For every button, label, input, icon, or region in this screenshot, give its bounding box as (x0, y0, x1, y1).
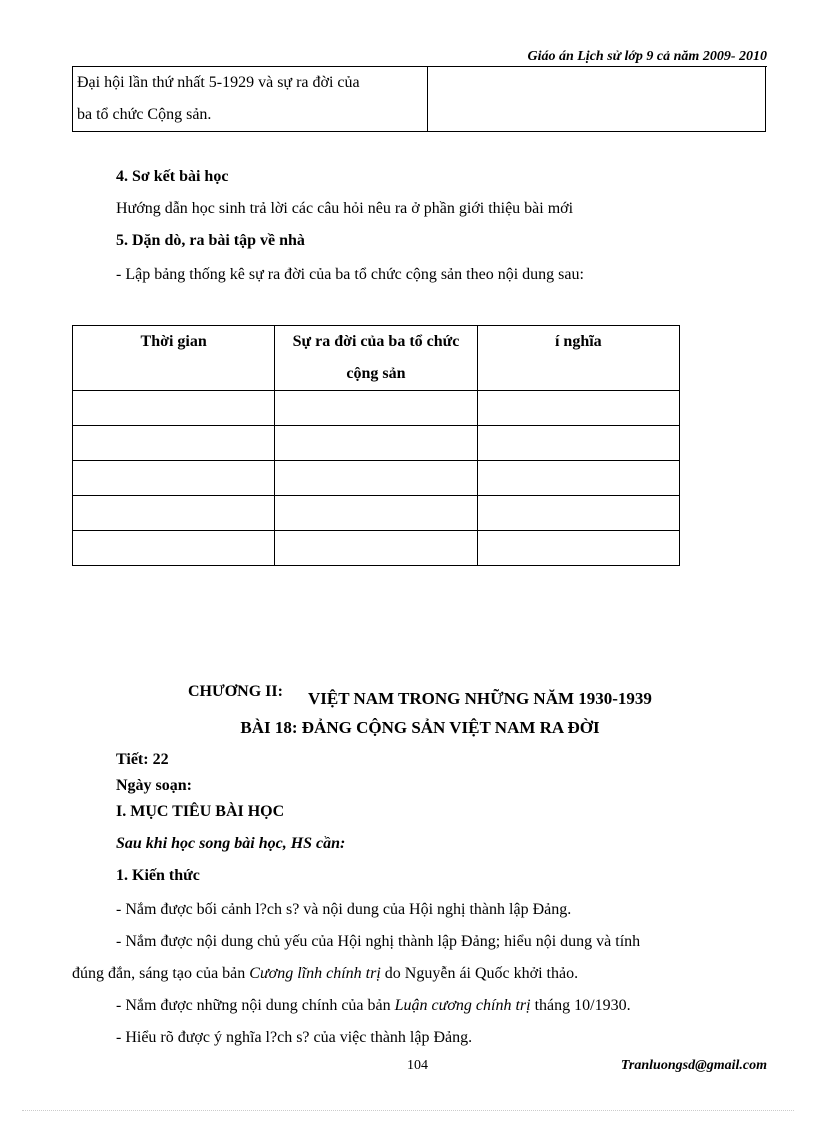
objective-item: - Nắm được bối cảnh l?ch s? và nội dung của Hội nghị thành lập Đảng. (116, 901, 572, 918)
col-header-formation: Sự ra đời của ba tổ chức cộng sản (275, 326, 477, 391)
table-row (73, 391, 680, 426)
section5-text: - Lập bảng thống kê sự ra đời của ba tổ chức cộng sản theo nội dung sau: (116, 266, 584, 283)
table-cell[interactable] (477, 531, 679, 566)
table-cell[interactable] (73, 461, 275, 496)
table-row (73, 496, 680, 531)
objective-item: - Nắm được nội dung chủ yếu của Hội nghị thành lập Đảng; hiểu nội dung và tính (116, 933, 641, 950)
table-cell[interactable] (477, 496, 679, 531)
page-number: 104 (407, 1058, 428, 1073)
table-cell[interactable] (73, 426, 275, 461)
cell-line: ba tổ chức Cộng sản. (77, 106, 212, 123)
cell-line: Đại hội lần thứ nhất 5-1929 và sự ra đời của (77, 74, 360, 91)
table-cell[interactable] (73, 496, 275, 531)
section5-heading: 5. Dặn dò, ra bài tập về nhà (116, 232, 305, 249)
document-title: Luận cương chính trị (394, 997, 531, 1014)
objective-text: đúng đắn, sáng tạo của bản (72, 965, 250, 982)
col-header-meaning: í nghĩa (477, 326, 679, 391)
table-row (73, 67, 766, 132)
objective-item: - Hiểu rõ được ý nghĩa l?ch s? của việc thành lập Đảng. (116, 1029, 473, 1046)
document-title: Cương lĩnh chính trị (249, 965, 381, 982)
col-header-time: Thời gian (73, 326, 275, 391)
page-bottom-edge (22, 1110, 794, 1111)
table-cell (428, 67, 766, 132)
objectives-intro: Sau khi học song bài học, HS cần: (116, 835, 346, 852)
table-header-row (73, 326, 680, 391)
lesson-title: BÀI 18: ĐẢNG CỘNG SẢN VIỆT NAM RA ĐỜI (240, 718, 600, 737)
table-cell[interactable] (477, 461, 679, 496)
chapter-title: VIỆT NAM TRONG NHỮNG NĂM 1930-1939 (308, 689, 652, 708)
objective-text: tháng 10/1930. (530, 997, 631, 1014)
section4-heading: 4. Sơ kết bài học (116, 168, 229, 185)
table-cell[interactable] (275, 496, 477, 531)
table-cell[interactable] (73, 391, 275, 426)
header-title: Giáo án Lịch sử lớp 9 cả năm 2009- 2010 (527, 49, 767, 64)
knowledge-heading: 1. Kiến thức (116, 867, 200, 884)
table-row (73, 461, 680, 496)
objective-text: - Nắm được những nội dung chính của bản (116, 997, 395, 1014)
date-label: Ngày soạn: (116, 777, 193, 794)
section4-text: Hướng dẫn học sinh trả lời các câu hỏi nêu ra ở phần giới thiệu bài mới (116, 200, 574, 217)
objectives-heading: I. MỤC TIÊU BÀI HỌC (116, 803, 285, 820)
table-cell[interactable] (73, 531, 275, 566)
table-row (73, 426, 680, 461)
table-row (73, 531, 680, 566)
period-label: Tiết: 22 (116, 751, 169, 768)
objective-item (72, 996, 768, 1016)
objective-item-continued (72, 964, 768, 984)
table-cell[interactable] (275, 461, 477, 496)
statistics-table (72, 325, 680, 566)
table-cell[interactable] (275, 426, 477, 461)
table-cell[interactable] (477, 426, 679, 461)
table-cell[interactable] (275, 391, 477, 426)
table-cell[interactable] (477, 391, 679, 426)
table-cell (73, 67, 428, 132)
table-cell[interactable] (275, 531, 477, 566)
page-header (72, 49, 767, 67)
author-email: Tranluongsd@gmail.com (620, 1058, 767, 1073)
objective-text: do Nguyễn ái Quốc khởi thảo. (380, 965, 579, 982)
chapter-label: CHƯƠNG II: (188, 683, 283, 700)
top-table (72, 66, 766, 132)
